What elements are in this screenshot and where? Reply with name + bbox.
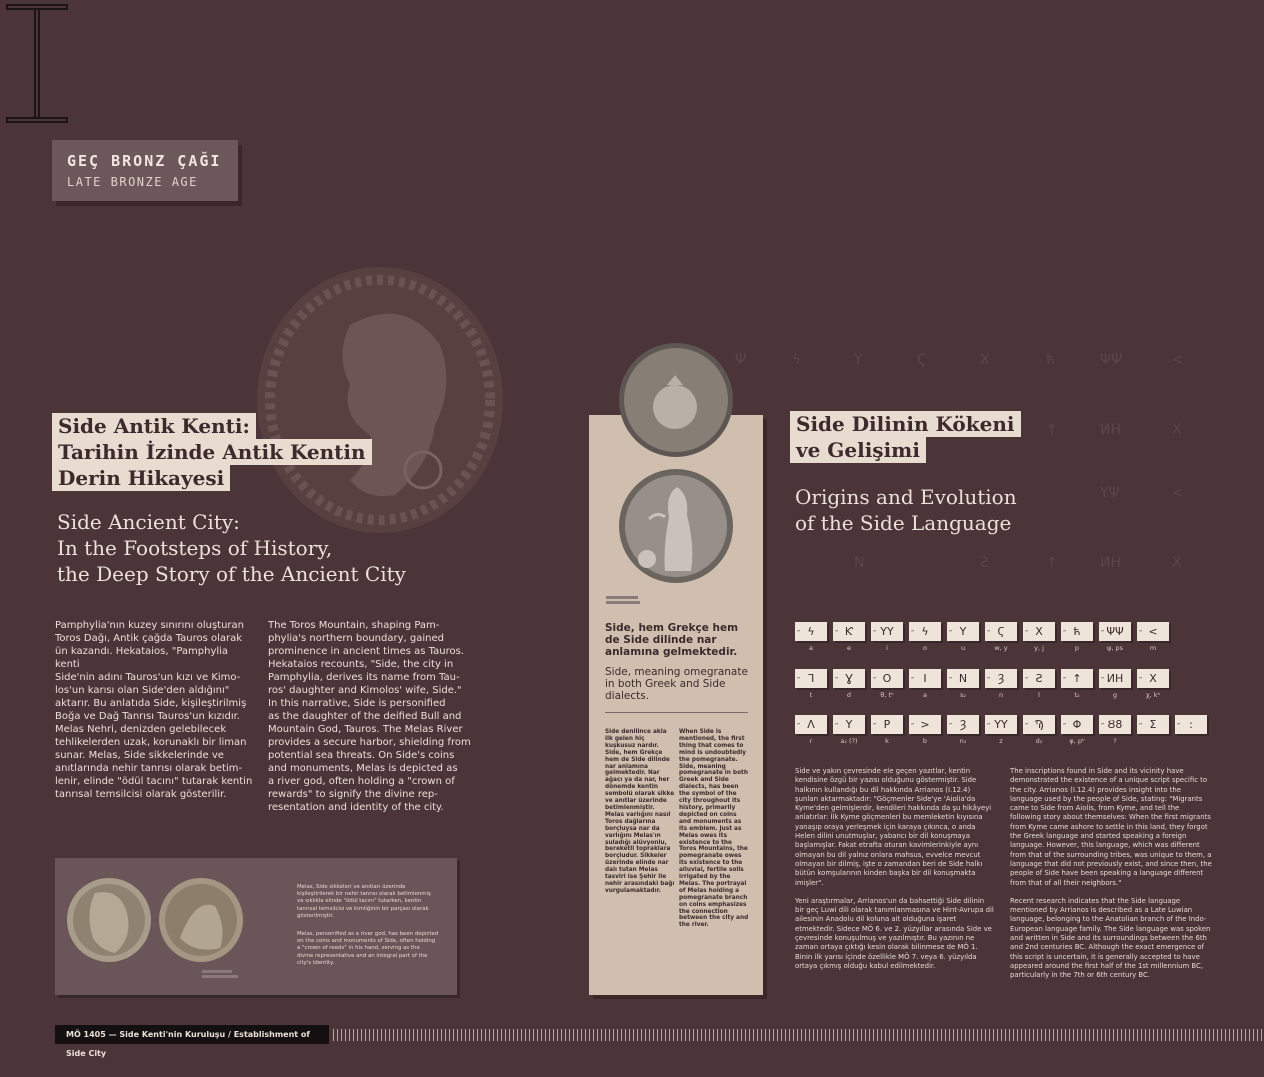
body-line: rewards" to signify the divine rep- <box>268 789 438 800</box>
glyph-marker: „ <box>1063 673 1067 680</box>
glyph-transliteration: b <box>922 737 928 745</box>
alphabet-cell <box>795 669 827 699</box>
body-line: tanrısal temsilcisi olarak gösterilir. <box>55 789 227 800</box>
glyph: Ȣ8 <box>1107 718 1123 731</box>
alphabet-cell <box>1137 669 1169 699</box>
left-body-tr <box>55 619 255 801</box>
glyph-marker: „ <box>987 626 991 633</box>
glyph-marker: „ <box>949 673 953 680</box>
glyph: ϟ <box>807 625 815 638</box>
decor-bar <box>606 601 640 604</box>
glyph-marker: „ <box>873 719 877 726</box>
glyph-transliteration: a <box>923 691 927 699</box>
glyph-transliteration: ? <box>1113 737 1117 745</box>
pomegranate-col-en: When Side is mentioned, the first thing that comes to mind is undoubtedly the pomegranate. Side, meaning pomegranate in both Greek and Side dialects, has been the symbol of the city throughout its history, primarily depicted on coins and monuments as its emblem. Just as Melas owes its existence to the Toros Mountains, the pomegranate owes its existence to the alluvial, fertile soils irrigated by the Melas. The portrayal of Melas holding a pomegranate branch on coins emphasizes the connection between the city and the river. <box>679 729 749 929</box>
glyph-transliteration: o <box>923 644 927 652</box>
glyph-marker: „ <box>797 719 801 726</box>
glyph: X <box>1035 625 1043 638</box>
body-line: ros' daughter and Kimolos' wife, Side." <box>268 685 462 696</box>
body-line: Toros Dağı, Antik çağda Tauros olarak <box>55 633 243 644</box>
body-line: In this narrative, Side is personified <box>268 698 446 709</box>
body-line: Side'nin adını Tauros'un kızı ve Kimo- <box>55 672 241 683</box>
era-title-tr: GEÇ BRONZ ÇAĞI <box>67 152 222 170</box>
glyph: ϟ <box>921 625 929 638</box>
body-line: tehlikelerden uzak, korunaklı bir liman <box>55 737 247 748</box>
glyph-transliteration: φ, pʰ <box>1069 737 1085 745</box>
alphabet-cell <box>1099 622 1131 652</box>
glyph: Φ <box>1072 718 1082 731</box>
glyph-transliteration: a <box>809 644 813 652</box>
glyph-box <box>795 622 827 641</box>
glyph: N <box>958 672 968 685</box>
background-glyph: ↑ <box>1046 555 1058 571</box>
glyph: Ϛ <box>997 625 1005 638</box>
background-glyph: ΥΨ <box>1100 485 1120 501</box>
background-glyph: X <box>980 352 990 368</box>
caption-line: tanrısal temsilcisi ve kimliğinin bir parçası olarak <box>297 905 429 912</box>
paragraph: Yeni araştırmalar, Arrianos'un da bahsettiği Side dilinin bir geç Luwi dili olarak tanımlanmasına ve Hint-Avrupa dil ailesinin Anadolu dil koluna ait olduğuna işaret etmektedir. Sidece MÖ 6. ve 2. yüzyıllar arasında Side ve çevresinde konuşulmuş ve yazılmıştır. Bu yazının ne zaman ortaya çıktığı kesin olarak bilinmese de MÖ 1. Binin ilk yarısı içinde özellikle MÖ 7. veya 6. yüzyılda ortaya çıkmış olduğu kabul edilmektedir. <box>795 896 994 970</box>
alphabet-cell <box>1061 715 1093 745</box>
alphabet-cell <box>985 622 1017 652</box>
glyph-marker: „ <box>1025 673 1029 680</box>
alphabet-cell <box>909 669 941 699</box>
caption-line: kişileştirilerek bir nehir tanrısı olarak betimlenmiş <box>297 891 431 898</box>
era-title-en: LATE BRONZE AGE <box>67 175 198 189</box>
glyph-box <box>909 715 941 734</box>
right-title-tr <box>790 411 1021 463</box>
glyph-transliteration: w, y <box>994 644 1008 652</box>
alphabet-cell <box>871 669 903 699</box>
glyph-transliteration: s₂ <box>960 691 966 699</box>
glyph-box <box>871 669 903 688</box>
decor-bar <box>606 596 638 599</box>
alphabet-cell <box>871 622 903 652</box>
right-text-tr <box>795 767 995 971</box>
glyph: Ȝ <box>959 718 967 731</box>
glyph: Ƨ <box>1035 672 1043 685</box>
body-line: anıtlarında nehir tanrısı olarak betim- <box>55 763 243 774</box>
glyph-marker: „ <box>797 626 801 633</box>
glyph-marker: „ <box>911 719 915 726</box>
glyph-box <box>1099 669 1131 688</box>
glyph: ΥΥ <box>880 625 894 638</box>
background-glyph: ΨΨ <box>1100 352 1123 368</box>
glyph-box <box>871 715 903 734</box>
left-title-tr-line: Tarihin İzinde Antik Kentin <box>52 439 372 465</box>
glyph: Ȝ <box>997 672 1005 685</box>
glyph: Ɣ <box>845 672 853 685</box>
glyph-marker: „ <box>987 673 991 680</box>
alphabet-cell <box>1099 715 1131 745</box>
glyph-box <box>833 715 865 734</box>
body-line: phylia's northern boundary, gained <box>268 633 444 644</box>
glyph-marker: „ <box>1139 719 1143 726</box>
background-glyph: < <box>1172 352 1184 368</box>
alphabet-cell <box>909 715 941 745</box>
body-line: Mountain God, Tauros. The Melas River <box>268 724 463 735</box>
background-coin-image <box>255 265 505 535</box>
right-title-en <box>795 484 1017 536</box>
body-line: as the daughter of the deified Bull and <box>268 711 462 722</box>
background-glyph: ћ <box>1046 352 1056 368</box>
alphabet-cell <box>985 715 1017 745</box>
background-glyph: ϟ <box>792 352 802 368</box>
glyph: Ϡ <box>1034 718 1044 731</box>
glyph: Σ <box>1149 718 1157 731</box>
alphabet-cell <box>871 715 903 745</box>
glyph-box <box>947 715 979 734</box>
alphabet-cell <box>795 622 827 652</box>
glyph-marker: „ <box>873 673 877 680</box>
alphabet-cell <box>947 715 979 745</box>
glyph-box <box>985 669 1017 688</box>
background-glyph: Ψ <box>735 352 747 368</box>
glyph-marker: „ <box>1063 719 1067 726</box>
right-title-en-line: Origins and Evolution <box>795 485 1017 509</box>
coins-caption-en <box>297 931 447 967</box>
glyph: ИH <box>1106 672 1124 685</box>
glyph-box <box>1061 622 1093 641</box>
glyph-box <box>1061 669 1093 688</box>
glyph-marker: „ <box>911 673 915 680</box>
glyph-marker: „ <box>949 719 953 726</box>
glyph-transliteration: u <box>960 644 966 652</box>
glyph-marker: „ <box>1139 626 1143 633</box>
glyph-transliteration: t <box>809 691 813 699</box>
body-line: potential sea threats. On Side's coins <box>268 750 455 761</box>
glyph-marker: „ <box>1101 673 1105 680</box>
caption-line: Melas, Side sikkeleri ve anıtları üzerinde <box>297 884 406 890</box>
glyph-marker: „ <box>1101 626 1105 633</box>
glyph-box <box>909 622 941 641</box>
glyph-box <box>1023 669 1055 688</box>
body-line: resentation and identity of the city. <box>268 802 444 813</box>
glyph-transliteration: l <box>1038 691 1040 699</box>
roman-numeral-icon <box>6 4 68 124</box>
glyph: O <box>882 672 892 685</box>
body-line: Melas Nehri, denizden gelebilecek <box>55 724 227 735</box>
glyph: Ƙ <box>844 625 854 638</box>
glyph-marker: „ <box>835 626 839 633</box>
glyph-transliteration: t₂ <box>1074 691 1080 699</box>
alphabet-cell <box>1099 669 1131 699</box>
glyph-marker: „ <box>1025 626 1029 633</box>
glyph-box <box>1137 715 1169 734</box>
pomegranate-quote-tr: Side, hem Grekçe hem de Side dilinde nar anlamına gelmektedir. <box>605 622 739 658</box>
glyph-marker: „ <box>987 719 991 726</box>
glyph-marker: „ <box>949 626 953 633</box>
alphabet-cell <box>833 715 865 745</box>
caption-line: a "crown of reeds" in his hand, serving as the <box>297 945 420 952</box>
alphabet-cell <box>1175 715 1207 737</box>
background-glyph: ИH <box>1100 422 1121 438</box>
alphabet-cell <box>947 622 979 652</box>
glyph-transliteration: d <box>846 691 852 699</box>
glyph-marker: „ <box>1063 626 1067 633</box>
glyph-transliteration: m <box>1149 644 1157 652</box>
left-title-tr-line: Side Antik Kenti: <box>52 413 256 439</box>
glyph-transliteration: n <box>998 691 1004 699</box>
glyph-box <box>1023 715 1055 734</box>
glyph-box <box>1099 715 1131 734</box>
alphabet-cell <box>833 669 865 699</box>
glyph-marker: „ <box>835 719 839 726</box>
background-glyph: Ƨ <box>980 555 989 571</box>
glyph-box <box>1175 715 1207 734</box>
alphabet-cell <box>909 622 941 652</box>
glyph-marker: „ <box>1025 719 1029 726</box>
paragraph: Side ve yakın çevresinde ele geçen yazıtlar, kentin kendisine özgü bir yazısı olduğunu göstermiştir. Side halkının kullandığı bu dil hakkında Arrianos (I.12.4) şunları aktarmaktadır: "Göçmenler Side'ye 'Aiolia'da Kyme'den gelmişlerdir, kendileri hakkında da şu hikâyeyi anlatırlar: İlk Kyme göçmenleri bu memleketin kıyısına yanaşıp oraya yerleşmek için karaya çıkınca, o anda Helen dilini unutmuşlar, yabancı bir dil konuşmaya başlamışlar. Fakat etrafta oturan kavimlerinkiyle aynı olmayan bu dil yalnız onlara mahsus, evvelce mevcut olmayan bir dilmiş, işte o zamandan beri de Side halkı bütün komşularının kinden başka bir dil konuşmakta imişler". <box>795 767 992 887</box>
left-title-tr <box>52 413 412 491</box>
glyph: ↑ <box>1072 672 1082 685</box>
glyph: ΥΥ <box>994 718 1008 731</box>
pomegranate-coin-image <box>617 341 735 459</box>
right-text-en <box>1010 767 1212 981</box>
paragraph: Recent research indicates that the Side language mentioned by Arrianos is described as a Late Luwian language, belonging to the Anatolian branch of the Indo-European language family. The Side language was spoken and written in Side and its surroundings between the 6th and 2nd centuries BC. Although the exact emergence of this script is uncertain, it is generally accepted to have appeared around the first half of the 1st millennium BC, particularly in the 7th or 6th century BC. <box>1010 896 1211 980</box>
alphabet-cell <box>1023 715 1055 745</box>
body-line: los'un karısı olan Side'den aldığını" <box>55 685 230 696</box>
glyph-marker: „ <box>873 626 877 633</box>
glyph-box <box>909 669 941 688</box>
glyph: Λ <box>807 718 815 731</box>
glyph-box <box>985 715 1017 734</box>
timeline-label: MÖ 1405 — Side Kenti'nin Kuruluşu / Establishment of Side City <box>55 1025 329 1044</box>
body-line: a river god, often holding a "crown of <box>268 776 455 787</box>
caption-line: ve sıklıkla elinde "ödül tacını" tutarken, kentin <box>297 898 422 905</box>
alphabet-cell <box>795 715 827 745</box>
left-title-tr-line: Derin Hikayesi <box>52 465 230 491</box>
glyph-transliteration: g <box>1112 691 1118 699</box>
left-title-en <box>57 509 406 587</box>
glyph-marker: „ <box>835 673 839 680</box>
glyph: X <box>1149 672 1157 685</box>
glyph-box <box>795 715 827 734</box>
pomegranate-col-tr: Side denilince akla ilk gelen hiç kuşkusuz nardır. Side, hem Grekçe hem de Side dilinde nar anlamına gelmektedir. Nar ağacı ya da nar, her dönemde kentin sembolü olarak sikke ve anıtlar üzerinde betimlenmiştir. Melas varlığını nasıl Toros dağlarına borçluysa nar da varlığını Melas'ın suladığı alüvyonlu, bereketli topraklara borçludur. Sikkeler üzerinde elinde nar dalı tutan Melas tasviri ise Şehir ile nehir arasındaki bağı vurgulamaktadır. <box>605 729 675 894</box>
right-title-en-line: of the Side Language <box>795 511 1012 535</box>
alphabet-cell <box>947 669 979 699</box>
alphabet-cell <box>833 622 865 652</box>
background-glyph: Ϛ <box>917 352 927 368</box>
body-line: Pamphylia'nın kuzey sınırını oluşturan <box>55 620 245 631</box>
glyph-transliteration: ψ, ps <box>1107 644 1123 652</box>
right-title-tr-line: ve Gelişimi <box>790 437 926 463</box>
body-line: ün kazandı. Hekataios, "Pamphylia kenti <box>55 646 229 670</box>
glyph-box <box>871 622 903 641</box>
glyph-box <box>1023 622 1055 641</box>
caption-line: divine representative and an integral part of the <box>297 952 428 959</box>
glyph-box <box>1061 715 1093 734</box>
body-line: Hekataios recounts, "Side, the city in <box>268 659 454 670</box>
background-glyph: N <box>854 555 865 571</box>
glyph-marker: „ <box>797 673 801 680</box>
background-glyph: X <box>1172 422 1182 438</box>
alphabet-cell <box>1137 622 1169 652</box>
glyph-transliteration: p <box>1074 644 1080 652</box>
glyph-box <box>985 622 1017 641</box>
body-line: aktarır. Bu anlatıda Side, kişileştirilmiş <box>55 698 247 709</box>
body-line: sunar. Melas, Side sikkelerinde ve <box>55 750 224 761</box>
left-title-en-line: Side Ancient City: <box>57 510 240 534</box>
glyph: : <box>1189 718 1193 731</box>
alphabet-cell <box>1061 669 1093 699</box>
background-glyph: ↑ <box>1046 422 1058 438</box>
body-line: prominence in ancient times as Tauros. <box>268 646 464 657</box>
glyph-marker: „ <box>911 626 915 633</box>
glyph-box <box>795 669 827 688</box>
glyph-box <box>947 622 979 641</box>
glyph-transliteration: y, j <box>1034 644 1044 652</box>
glyph: P <box>883 718 891 731</box>
glyph-box <box>833 622 865 641</box>
alphabet-cell <box>1023 622 1055 652</box>
left-title-en-line: In the Footsteps of History, <box>57 536 333 560</box>
alphabet-cell <box>1137 715 1169 737</box>
glyph-box <box>1137 622 1169 641</box>
glyph: ᒣ <box>807 672 815 685</box>
glyph-transliteration: e <box>847 644 851 652</box>
paragraph: The inscriptions found in Side and its vicinity have demonstrated the existence of a unique script specific to the city. Arrianos (I.12.4) provides insight into the language used by the people of Side, stating: "Migrants came to Side from Aiolis, from Kyme, and tell the following story about themselves: When the first migrants from Kyme came ashore to settle in this land, they forgot the Greek language and started speaking a foreign language. However, this language, which was different from that of the surrounding tribes, was unique to them, a language that did not previously exist, and since then, the people of Side have been speaking a language different from that of all their neighbors." <box>1010 767 1212 887</box>
timeline-ticks <box>333 1029 1264 1041</box>
glyph-box <box>1137 669 1169 688</box>
left-body-en <box>268 619 473 814</box>
glyph: Y <box>959 625 967 638</box>
glyph-transliteration: i <box>886 644 888 652</box>
glyph-box <box>833 669 865 688</box>
melas-coins-image <box>55 858 295 995</box>
body-line: and monuments, Melas is depicted as <box>268 763 458 774</box>
caption-line: on the coins and monuments of Side, often holding <box>297 938 436 945</box>
glyph-transliteration: θ, tʰ <box>880 691 894 699</box>
background-glyph: ИH <box>1100 555 1121 571</box>
glyph-transliteration: z <box>999 737 1003 745</box>
body-line: The Toros Mountain, shaping Pam- <box>268 620 440 631</box>
glyph-marker: „ <box>1101 719 1105 726</box>
left-title-en-line: the Deep Story of the Ancient City <box>57 562 406 586</box>
background-glyph: < <box>1172 485 1184 501</box>
pomegranate-quote-en: Side, meaning omegranate in both Greek and Side dialects. <box>605 666 748 702</box>
athena-coin-image <box>617 467 735 585</box>
glyph-transliteration: n₂ <box>959 737 967 745</box>
era-badge <box>52 140 238 201</box>
body-line: provides a secure harbor, shielding from <box>268 737 471 748</box>
background-glyph: Y <box>854 352 863 368</box>
caption-line: gösterilmiştir. <box>297 912 334 919</box>
coins-caption-tr <box>297 884 447 920</box>
glyph-marker: „ <box>1139 673 1143 680</box>
glyph: Y <box>845 718 853 731</box>
glyph: < <box>1148 625 1158 638</box>
right-title-tr-line: Side Dilinin Kökeni <box>790 411 1021 437</box>
glyph-transliteration: k <box>885 737 889 745</box>
glyph-transliteration: χ, kʰ <box>1145 691 1161 699</box>
body-line: Boğa ve Dağ Tanrısı Tauros'un kızıdır. <box>55 711 241 722</box>
glyph-marker: „ <box>1177 719 1181 726</box>
alphabet-cell <box>985 669 1017 699</box>
glyph-transliteration: d₂ <box>1035 737 1043 745</box>
alphabet-cell <box>1061 622 1093 652</box>
background-glyph: X <box>1172 555 1182 571</box>
caption-line: city's identity. <box>297 959 335 966</box>
glyph-transliteration: a₂ (?) <box>840 737 858 745</box>
coins-panel <box>55 858 457 995</box>
divider <box>605 712 748 713</box>
glyph: > <box>920 718 930 731</box>
glyph: I <box>923 672 927 685</box>
glyph-box <box>947 669 979 688</box>
body-line: lenir, elinde "ödül tacını" tutarak kentin <box>55 776 253 787</box>
glyph: ΨΨ <box>1106 625 1124 638</box>
body-line: Pamphylia, derives its name from Tau- <box>268 672 460 683</box>
glyph: ћ <box>1073 625 1081 638</box>
glyph-transliteration: r <box>809 737 813 745</box>
caption-line: Melas, personified as a river god, has been depicted <box>297 931 439 937</box>
alphabet-cell <box>1023 669 1055 699</box>
glyph-box <box>1099 622 1131 641</box>
